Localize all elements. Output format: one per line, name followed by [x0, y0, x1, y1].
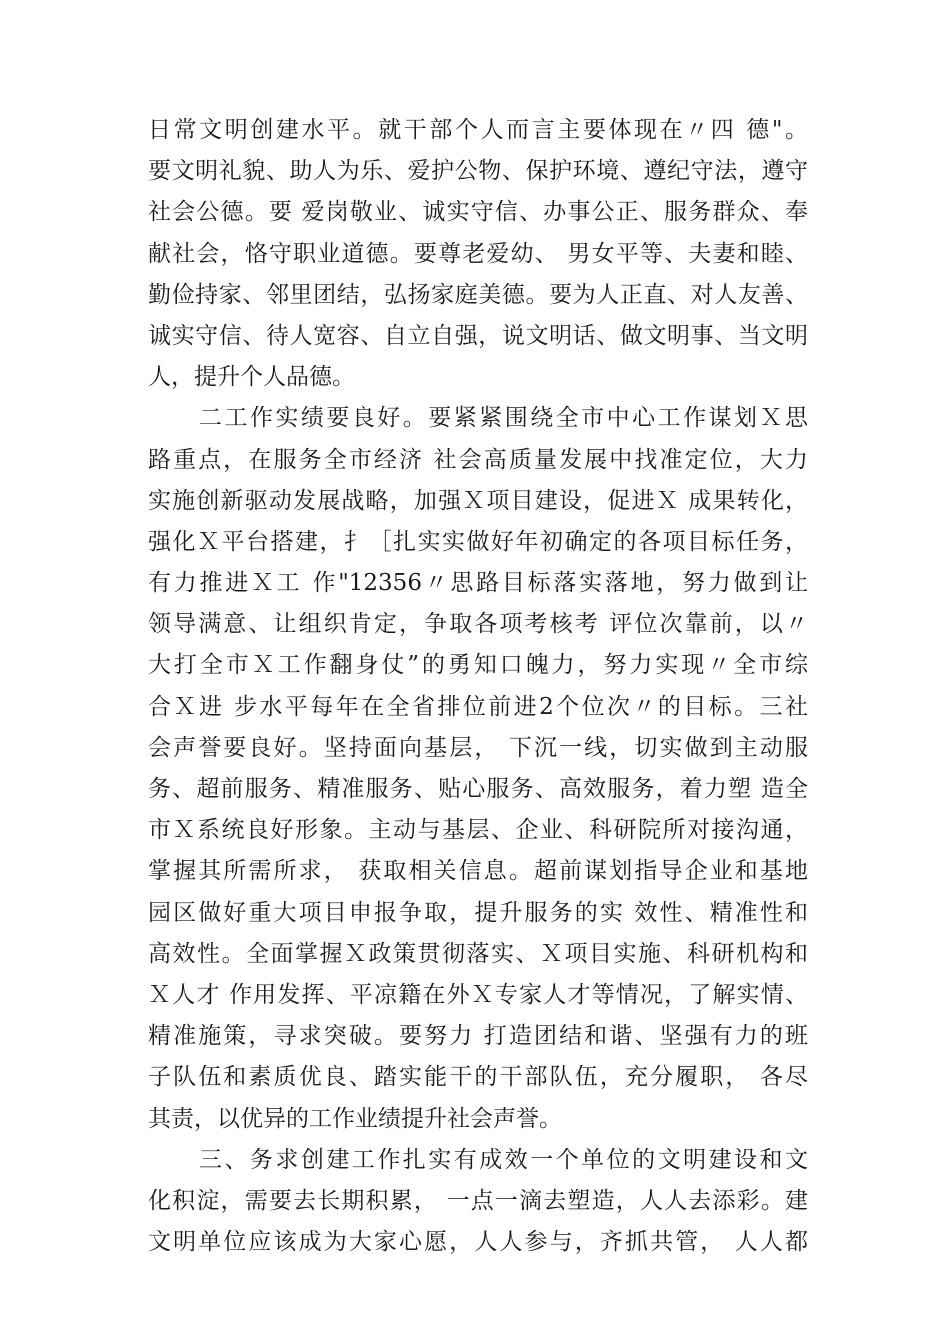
- text-line: 文明单位应该成为大家心愿，人人参与，齐抓共管， 人人都: [148, 1229, 808, 1256]
- text-line: Ｘ人才 作用发挥、平凉籍在外Ｘ专家人才等情况，了解实情、: [148, 981, 808, 1008]
- text-line: 合Ｘ进 步水平每年在全省排位前进2个位次〃的目标。三社: [148, 693, 808, 720]
- text-line: 其责，以优异的工作业绩提升社会声誉。: [148, 1105, 562, 1132]
- body-text: [148, 110, 808, 1263]
- text-line: 路重点，在服务全市经济 社会高质量发展中找准定位，大力: [148, 446, 808, 473]
- text-line: 高效性。全面掌握Ｘ政策贯彻落实、Ｘ项目实施、科研机构和: [148, 940, 808, 967]
- text-line: 精准施策，寻求突破。要努力 打造团结和谐、坚强有力的班: [148, 1023, 808, 1050]
- text-line: 日常文明创建水平。就干部个人而言主要体现在〃四 德"。: [148, 117, 808, 143]
- text-line: 献社会，恪守职业道德。要尊老爱幼、 男女平等、夫妻和睦、: [148, 240, 808, 267]
- text-line: 勤俭持家、邻里团结，弘扬家庭美德。要为人正直、对人友善、: [148, 281, 808, 308]
- text-line: 要文明礼貌、助人为乐、爱护公物、保护环境、遵纪守法，遵守: [148, 158, 808, 185]
- text-line: 化积淀，需要去长期积累， 一点一滴去塑造，人人去添彩。建: [148, 1187, 808, 1214]
- text-line: 市Ｘ系统良好形象。主动与基层、企业、科研院所对接沟通，: [148, 817, 808, 844]
- text-line: 三、务求创建工作扎实有成效一个单位的文明建设和文: [148, 1146, 808, 1173]
- text-line: 强化Ｘ平台搭建，扌［扎实实做好年初确定的各项目标任务，: [148, 528, 808, 555]
- text-line: 会声誉要良好。坚持面向基层， 下沉一线，切实做到主动服: [148, 734, 808, 761]
- text-line: 人，提升个人品德。: [148, 364, 355, 391]
- text-line: 子队伍和素质优良、踏实能干的干部队伍，充分履职， 各尽: [148, 1064, 808, 1091]
- text-line: 诚实守信、待人宽容、自立自强，说文明话、做文明事、当文明: [148, 322, 808, 349]
- text-line: 务、超前服务、精准服务、贴心服务、高效服务，着力塑 造全: [148, 776, 808, 802]
- text-line: 实施创新驱动发展战略，加强Ｘ项目建设，促进Ｘ 成果转化，: [148, 487, 808, 514]
- text-line: 大打全市Ｘ工作翻身仗”的勇知口魄力，努力实现〃全市综: [148, 652, 808, 679]
- text-line: 二工作实绩要良好。要紧紧围绕全市中心工作谋划Ｘ思: [148, 405, 808, 432]
- text-line: 园区做好重大项目申报争取，提升服务的实 效性、精准性和: [148, 899, 808, 926]
- text-line: 社会公德。要 爱岗敬业、诚实守信、办事公正、服务群众、奉: [148, 199, 808, 226]
- text-line: 领导满意、让组织肯定，争取各项考核考 评位次靠前，以〃: [148, 611, 808, 638]
- text-line: 掌握其所需所求， 获取相关信息。超前谋划指导企业和基地: [148, 858, 808, 885]
- text-line: 有力推进Ｘ工 作"12356〃思路目标落实落地，努力做到让: [148, 570, 808, 597]
